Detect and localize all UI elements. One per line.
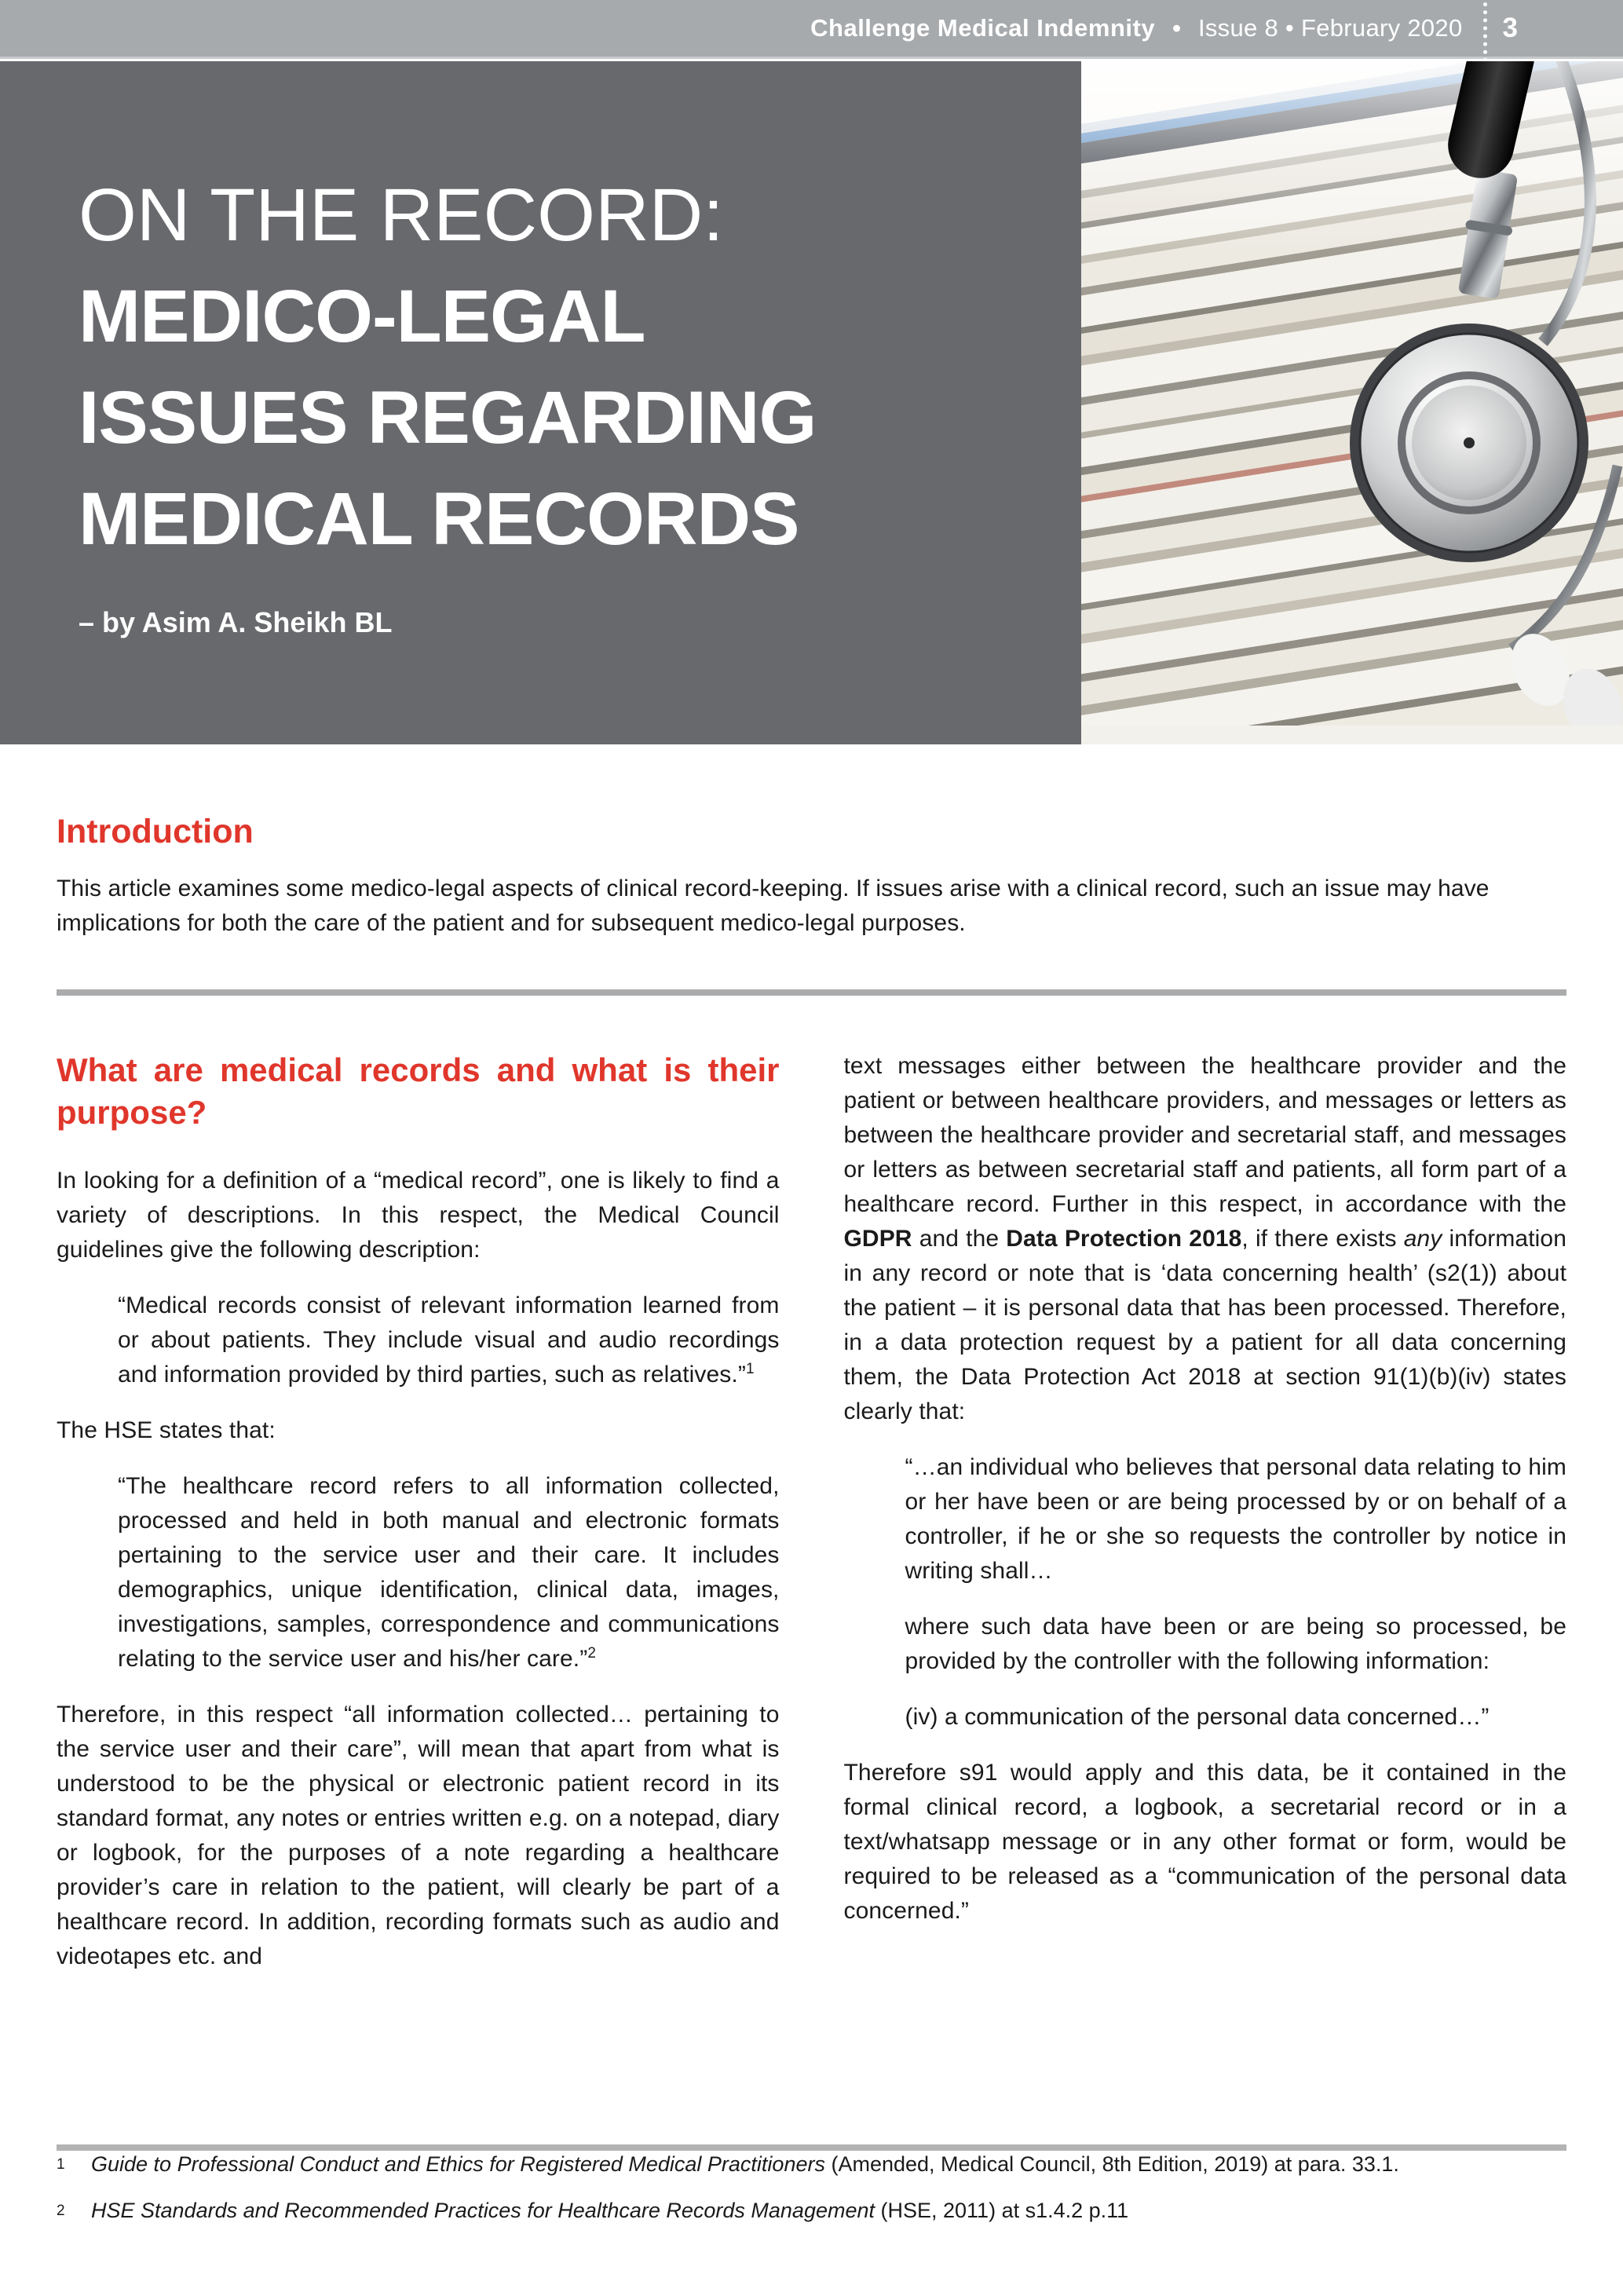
right-column bbox=[844, 1049, 1567, 1974]
left-column bbox=[57, 1049, 780, 1974]
paragraph-text: text messages either between the healthcare provider and the patient or between healthcare providers, and messages or letters as between the healthcare provider and secretarial staff, and messages or letters as between secretarial staff and patients, all form part of a healthcare record. Further in this respect, in accordance with the bbox=[843, 1053, 1566, 1217]
footnote-divider bbox=[57, 2144, 1566, 2151]
footnote-ref: 1 bbox=[745, 1361, 755, 1377]
masthead-bar bbox=[0, 0, 1623, 59]
footnote-text bbox=[91, 2151, 1399, 2178]
article-title-line: ISSUES REGARDING bbox=[79, 376, 817, 459]
footnote bbox=[57, 2151, 1566, 2178]
footnote-citation: (HSE, 2011) at s1.4.2 p.11 bbox=[875, 2199, 1129, 2222]
intro-paragraph: This article examines some medico-legal aspects of clinical record-keeping. If issues arise with a clinical record, such an issue may have implications for both the care of the patient and for subsequent medico-legal purposes. bbox=[57, 876, 1490, 936]
block-quote: where such data have been or are being so processed, be provided by the controller with the following information: bbox=[905, 1614, 1566, 1674]
footnote bbox=[57, 2197, 1566, 2225]
article-title-kicker: ON THE RECORD: bbox=[79, 174, 724, 257]
block-quote bbox=[118, 1469, 780, 1676]
paragraph: In looking for a definition of a “medical record”, one is likely to find a variety of descriptions. In this respect, the Medical Council guidelines give the following description: bbox=[57, 1168, 780, 1263]
footnote-number: 1 bbox=[57, 2156, 65, 2173]
bold-term-data-protection: Data Protection 2018 bbox=[1006, 1226, 1242, 1252]
paragraph: Therefore s91 would apply and this data, be it contained in the formal clinical record, a logbook, a secretarial record or in a text/whatsapp message or in any other format or form, would be required to be released as a “communication of the personal data concerned.” bbox=[843, 1760, 1566, 1924]
paragraph: The HSE states that: bbox=[57, 1417, 276, 1443]
quote-text: “The healthcare record refers to all information collected, processed and held in both manual and electronic formats pertaining to the service user and their care. It includes demographics, unique identification, clinical data, images, investigations, samples, correspondence and communications relating to the service user and his/her care.” bbox=[118, 1473, 780, 1672]
dotted-divider bbox=[1483, 0, 1487, 62]
paragraph bbox=[844, 1049, 1567, 1429]
paragraph-text: information in any record or note that is ‘data concerning health’ (s2(1)) about the patient – it is personal data that has been processed. Therefore, in a data protection request by a patient for all data concerning them, the Data Protection Act 2018 at section 91(1)(b)(iv) states clearly that: bbox=[843, 1226, 1566, 1424]
intro-heading: Introduction bbox=[57, 813, 254, 850]
block-quote bbox=[118, 1289, 780, 1392]
section-divider bbox=[57, 989, 1566, 996]
masthead-bullet: • bbox=[1172, 14, 1181, 42]
paragraph-text: and the bbox=[912, 1226, 1007, 1252]
footnote-text bbox=[91, 2197, 1128, 2225]
article-title-block bbox=[79, 165, 1068, 639]
paragraph-text: , if there exists bbox=[1241, 1226, 1404, 1252]
footnote-ref: 2 bbox=[587, 1645, 596, 1662]
footnote-citation: (Amended, Medical Council, 8th Edition, 2019) at para. 33.1. bbox=[824, 2152, 1399, 2176]
footnote-number: 2 bbox=[57, 2203, 65, 2219]
issue-date: Issue 8 • February 2020 bbox=[1197, 14, 1463, 42]
byline: – by Asim A. Sheikh BL bbox=[79, 606, 393, 638]
article-header bbox=[0, 61, 1623, 744]
page-number: 3 bbox=[1502, 13, 1518, 43]
italic-term: any bbox=[1403, 1226, 1442, 1252]
two-column-text bbox=[57, 1049, 1566, 1974]
medical-records-photo bbox=[1081, 61, 1623, 744]
paragraph: Therefore, in this respect “all information collected… pertaining to the service user and their care”, will mean that apart from what is understood to be the physical or electronic patient record in its standard format, any notes or entries written e.g. on a notepad, diary or logbook, for the purposes of a note regarding a healthcare provider’s care in relation to the patient, will clearly be part of a healthcare record. In addition, recording formats such as audio and videotapes etc. and bbox=[57, 1702, 780, 1969]
article-title-line: MEDICO-LEGAL bbox=[79, 275, 645, 358]
article-title-line: MEDICAL RECORDS bbox=[79, 477, 799, 561]
bold-term-gdpr: GDPR bbox=[843, 1226, 912, 1252]
section-heading: What are medical records and what is their purpose? bbox=[57, 1051, 780, 1131]
footnotes-section bbox=[57, 2144, 1566, 2225]
publication-name: Challenge Medical Indemnity bbox=[810, 14, 1156, 42]
footnote-title: Guide to Professional Conduct and Ethics for Registered Medical Practitioners bbox=[91, 2152, 825, 2176]
block-quote: “…an individual who believes that personal data relating to him or her have been or are being processed by or on behalf of a controller, if he or she so requests the controller by notice in writing shall… bbox=[905, 1454, 1566, 1584]
block-quote: (iv) a communication of the personal data concerned…” bbox=[905, 1704, 1490, 1730]
quote-text: “Medical records consist of relevant information learned from or about patients. They include visual and audio recordings and information provided by third parties, such as relatives.” bbox=[118, 1292, 780, 1387]
footnote-title: HSE Standards and Recommended Practices for Healthcare Records Management bbox=[91, 2199, 875, 2222]
article-body bbox=[57, 744, 1566, 1974]
